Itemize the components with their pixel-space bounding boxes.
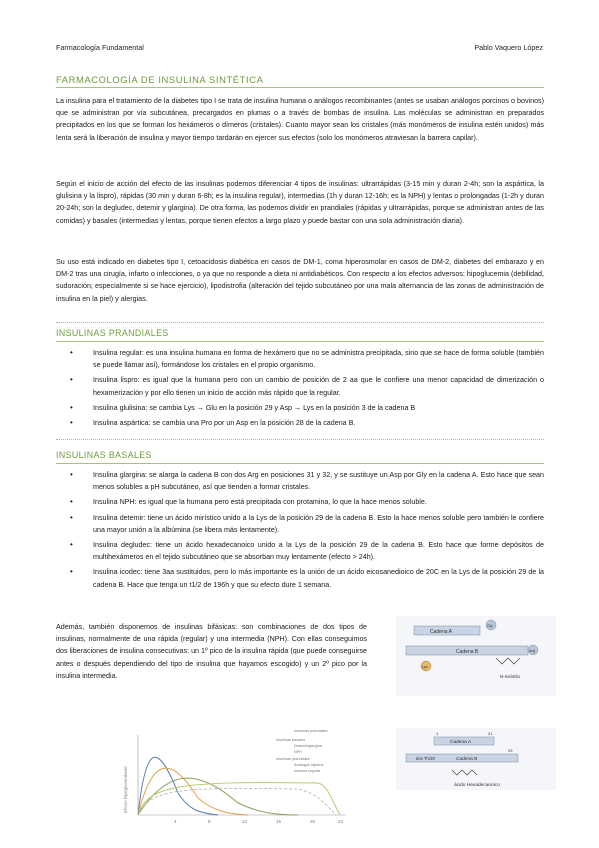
basal-heading: INSULINAS BASALES bbox=[56, 450, 152, 460]
legend-entry: Detemir/glargina bbox=[294, 744, 322, 748]
legend-entry: NPH bbox=[294, 750, 303, 754]
header-right: Pablo Vaquero López bbox=[474, 43, 543, 52]
prandial-rule bbox=[56, 341, 544, 342]
graph-legend bbox=[276, 729, 328, 773]
list-item: • Insulina aspártica: se cambia una Pro por un Asp en la posición 28 de la cadena B. bbox=[70, 417, 544, 429]
legend-entry: Insulinas prandiales bbox=[276, 757, 310, 761]
title-rule bbox=[56, 87, 544, 88]
lys-label: Lys bbox=[422, 665, 428, 669]
list-item: • Insulina lispro: es igual que la humana pero con un cambio de posición de 2 aa que le confiere una menor capacidad de dimerización o hexamerización y por ello tienen un inicio de acción más rápido que la regular. bbox=[70, 374, 544, 398]
list-item: • Insulina icodec: tiene 3aa sustituidos, pero lo más importante es la unión de un ácido eicosanedioico de 20C en la Lys de la posición 29 de la cadena B. Hace que tenga un t1/2 de 196h y que su efecto dure 1 semana. bbox=[70, 566, 544, 590]
legend-entry: Análogos rápidos bbox=[294, 763, 324, 767]
tick-label: 4 bbox=[174, 819, 177, 824]
chain-b-label: Cadena B bbox=[456, 757, 478, 762]
insulin-action-graph bbox=[118, 723, 348, 833]
intro-paragraph-2: Según el inicio de acción del efecto de las insulinas podemos diferenciar 4 tipos de insulinas: ultrarrápidas (3-15 min y duran 2-4h; son la aspártica, la glulisina y la lispro), rápidas (30 min y duran 6-8h; es la insulina regular), intermedias (1h y duran 12-16h; es la NPH) y lentas o prolongadas (1-2h y duran 20-24h; son la degludec, detemir y glargina). De otra forma, las podemos dividir en prandiales (rápidas y ultrarrápidas, porque se administran antes de las comidas) y basales (intermedias y lentas, porque tienen efectos a largo plazo y puede bastar con una sola administración diaria). bbox=[56, 180, 544, 225]
basal-list bbox=[70, 469, 544, 594]
list-item: • Insulina NPH: es igual que la humana pero está precipitada con protamina, lo que la hace menos soluble. bbox=[70, 496, 544, 508]
des-thr-label: des Thr30 bbox=[416, 756, 435, 761]
prandial-heading: INSULINAS PRANDIALES bbox=[56, 328, 169, 338]
list-item: • Insulina detemir: tiene un ácido mirístico unido a la Lys de la posición 29 de la cadena B. Esto la hace menos soluble pero también le confiere una mayor unión a la albúmina (se libera más lentamente). bbox=[70, 512, 544, 536]
diagram2-num: 1 bbox=[436, 731, 439, 736]
insulin-structure-diagram-1 bbox=[396, 616, 556, 696]
list-item: • Insulina degludec: tiene un ácido hexadecanoico unido a la Lys de la posición 29 de la cadena B. Esto hace que forme depósitos de multihexámeros en el tejido subcutáneo que se absorban muy lentamente (efecto > 24h). bbox=[70, 539, 544, 563]
curve-rapid-analog bbox=[138, 757, 218, 815]
legend-entry: Insulinas basales bbox=[276, 738, 306, 742]
legend-entry: Insulinas prandiales bbox=[294, 729, 328, 733]
curve-regular bbox=[138, 768, 248, 815]
intro-paragraph-3: Su uso está indicado en diabetes tipo I, cetoacidosis diabética en casos de DM-1, coma hiperosmolar en casos de DM-2, diabetes del embarazo y en DM-2 tras una cirugía, infarto o infecciones, o ya que no responde a dieta ni antidiabéticos. Con respecto a los efectos adversos: hipoglucemia (debilidad, sudoración; especialmente si se hace ejercicio), lipodistrofia (alteración del tejido subcutáneo por una mala alternancia de las zonas de administración de insulina en la piel) y alergias. bbox=[56, 258, 544, 303]
diagram2-num: 21 bbox=[488, 731, 493, 736]
chain-b-label: Cadena B bbox=[456, 649, 479, 655]
gly-label: Gly bbox=[487, 624, 493, 628]
graph-ylabel: Efecto hipoglucemiante bbox=[123, 766, 128, 813]
tick-label: 12 bbox=[242, 819, 248, 824]
tick-label: 8 bbox=[208, 819, 211, 824]
chain-a-label: Cadena A bbox=[430, 629, 452, 635]
prandial-list bbox=[70, 347, 544, 432]
basal-rule bbox=[56, 463, 544, 464]
page-title: FARMACOLOGÍA DE INSULINA SINTÉTICA bbox=[56, 74, 264, 85]
tick-label: 16 bbox=[276, 819, 282, 824]
legend-entry: Insulina regular bbox=[294, 769, 320, 773]
header-left: Farmacología Fundamental bbox=[56, 43, 144, 52]
list-item: • Insulina glargina: se alarga la cadena B con dos Arg en posiciones 31 y 32, y se sustituye un Asp por Gly en la cadena A. Esto hace que sean menos solubles a pH subcutáneo, así que tienden a formar cristales. bbox=[70, 469, 544, 493]
chain-a-label: Cadena A bbox=[450, 740, 472, 745]
insulin-structure-diagram-2 bbox=[396, 728, 556, 790]
intro-paragraph-1: La insulina para el tratamiento de la diabetes tipo I se trata de insulina humana o análogos recombinantes (antes se usaban análogos porcinos o bovinos) que se administran por vía subcutánea, precargados en plumas o a través de bombas de insulina. Las moléculas se administran en preparados precipitados en los que se forman los hexámeros o dímeros (cristales). Cuanto mayor sean los cristales (más monómeros de insulina estén unidos) más lenta será la liberación de insulina y mayor tiempo tardarán en ejercer sus efectos (solo los monómeros atraviesan la barrera capilar). bbox=[56, 97, 544, 142]
list-item: • Insulina glulisina: se cambia Lys → Glu en la posición 29 y Asp → Lys en la posición 3 de la cadena B bbox=[70, 402, 544, 414]
section-divider bbox=[56, 439, 544, 440]
curve-detemir-glargina bbox=[138, 783, 340, 815]
diagram2-num: 29 bbox=[508, 748, 513, 753]
myristoyl-label: N-miristilo bbox=[500, 674, 520, 679]
biphasic-paragraph: Además, también disponemos de insulinas bifásicas: son combinaciones de dos tipos de insulinas, normalmente de una rápida (regular) y una intermedia (NPH). Con ellas conseguimos dos liberaciones de insulina consecutivas: un 1º pico de la insulina rápida (que puede conseguirse antes o después dependiendo del tipo de insulina que hayamos escogido) y un 2º pico por la insulina intermedia. bbox=[56, 623, 367, 680]
list-item: • Insulina regular: es una insulina humana en forma de hexámero que no se administra precipitada, sino que se hace de forma soluble (también se puede llamar así), formándose los cristales en el propio organismo. bbox=[70, 347, 544, 371]
section-divider bbox=[56, 322, 544, 323]
tick-label: 24 bbox=[338, 819, 344, 824]
arg-label: Arg bbox=[529, 649, 535, 653]
fatty-acid-label: ácido Hexadecanoico bbox=[454, 783, 500, 788]
tick-label: 20 bbox=[310, 819, 316, 824]
